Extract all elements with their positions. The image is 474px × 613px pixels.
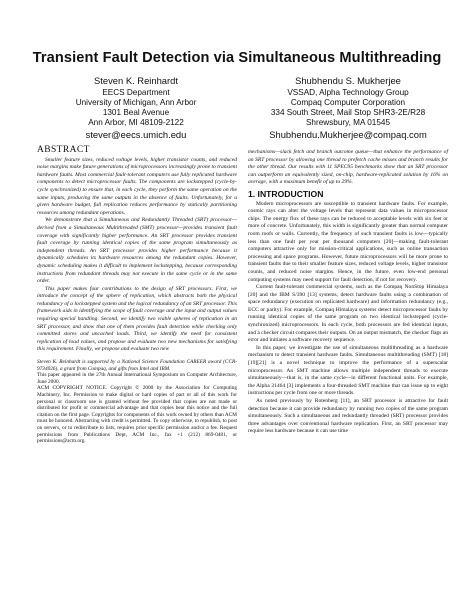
footnote-copyright: ACM COPYRIGHT NOTICE. Copyright © 2000 by the Association for Computing Machinery, Inc. Permission to make digital or hard copies of part or all of this work for personal or classroom use is granted without fee provided that copies are not made or distributed for profit or commercial advantage and that copies bear this notice and the full citation on the first page. Copyrights for components of this work owned by others than ACM must be honored. Abstracting with credit is permitted. To copy otherwise, to republish, to post on servers, or to redistribute to lists, requires prior specific permission and/or a fee. Request permissions from Publications Dept, ACM Inc., fax +1 (212) 869-0481, or permissions@acm.org. bbox=[37, 385, 237, 445]
author-affiliation-line: University of Michigan, Ann Arbor bbox=[75, 98, 197, 108]
author-affiliation-line: Shrewsbury, MA 01545 bbox=[305, 118, 391, 128]
footnote-block bbox=[37, 359, 237, 445]
author-name: Shubhendu S. Mukherjee bbox=[295, 75, 401, 86]
abstract-continuation: mechanisms—slack fetch and branch outcome queue—that enhance the performance of an SRT processor by allowing one thread to prefetch cache misses and branch results for the other thread. Our results with 11 SPEC95 benchmarks show that an SRT processor can outperform an equivalently sized, on-chip, hardware-replicated solution by 16% on average, with a maximum benefit of up to 29%. bbox=[248, 149, 448, 186]
paper-title: Transient Fault Detection via Simultaneous Multithreading bbox=[32, 50, 442, 66]
body-paragraph: Current fault-tolerant commercial systems, such as the Compaq NonStop Himalaya [20] and the IBM S/390 [13] systems, detect hardware faults using a combination of space redundancy (execution on replicated hardware) and information redundancy (e.g., ECC or parity). For example, Compaq Himalaya systems detect microprocessor faults by running identical copies of the same program on two identical lockstepped (cycle-synchronized) microprocessors. In each cycle, both processors are fed identical inputs, and a checker circuit compares their outputs. On an output mismatch, the checker flags an error and initiates a software recovery sequence. bbox=[248, 284, 448, 344]
footnote-funding: Steven K. Reinhardt is supported by a National Science Foundation CAREER award (CCR-9734026), a grant from Compaq, and gifts from Intel and IBM. bbox=[37, 359, 237, 372]
author-affiliation-line: VSSAD, Alpha Technology Group bbox=[287, 88, 409, 98]
author-block-reinhardt bbox=[36, 76, 236, 141]
abstract-paragraph: This paper makes four contributions to the design of SRT processors. First, we introduce the concept of the sphere of replication, which abstracts both the physical redundancy of a lockstepped system and the logical redundancy of an SRT processor. This framework aids in identifying the scope of fault coverage and the input and output values requiring special handling. Second, we identify two viable spheres of replication in an SRT processor, and show that one of them provides fault detection while checking only committed stores and uncached loads. Third, we identify the need for consistent replication of load values, and propose and evaluate two new mechanisms for satisfying this requirement. Finally, we propose and evaluate two new bbox=[37, 285, 237, 353]
abstract-heading: ABSTRACT bbox=[37, 145, 90, 155]
abstract-paragraph: Smaller feature sizes, reduced voltage levels, higher transistor counts, and reduced noise margins make future generations of microprocessors increasingly prone to transient hardware faults. Most commercial fault-tolerant computers use fully replicated hardware components to detect microprocessor faults. The components are lockstepped (cycle-by-cycle synchronized) to ensure that, in each cycle, they perform the same operation on the same inputs, producing the same outputs in the absence of faults. Unfortunately, for a given hardware budget, full replication reduces performance by statically partitioning resources among redundant operations. bbox=[37, 156, 237, 216]
author-email: stever@eecs.umich.edu bbox=[85, 129, 187, 141]
abstract-body bbox=[37, 157, 237, 354]
abstract-paragraph: We demonstrate that a Simultaneous and Redundantly Threaded (SRT) processor—derived from a Simultaneous Multithreaded (SMT) processor—provides transient fault coverage with significantly higher performance. An SRT processor provides transient fault coverage by running identical copies of the same program simultaneously as independent threads. An SRT processor provides higher performance because it dynamically schedules its hardware resources among the redundant copies. However, dynamic scheduling makes it difficult to implement lockstepping, because corresponding instructions from redundant threads may not execute in the same cycle or in the same order. bbox=[37, 217, 237, 285]
body-paragraph: Modern microprocessors are susceptible to transient hardware faults. For example, cosmic rays can alter the voltage levels that represent data values in microprocessor chips. The energy flux of these rays can be reduced to acceptable levels with six feet or more of concrete. Unfortunately, this width is significantly greater than normal computer room roofs or walls. Currently, the frequency of such transient faults is low—typically less than one fault per year per thousand computers [20]—making fault-tolerant computers attractive only for mission-critical applications, such as online transaction processing and space programs. However, future microprocessors will be more prone to transient faults due to their smaller feature sizes, reduced voltage levels, higher transistor counts, and reduced noise margins. Hence, in the future, even low-end personal computing systems may need support for fault detection, if not for recovery. bbox=[248, 200, 448, 283]
author-block-mukherjee bbox=[248, 76, 448, 141]
author-affiliation-line: 334 South Street, Mail Stop SHR3-2E/R28 bbox=[270, 108, 426, 118]
author-affiliation-line: EECS Department bbox=[102, 88, 170, 98]
abstract-continuation-block bbox=[248, 149, 448, 187]
left-column bbox=[37, 147, 237, 445]
body-paragraph: As noted previously by Rotenberg [11], an SRT processor is attractive for fault detection because it can provide redundancy by running two copies of the same program simultaneously. Such a simultaneous and redundantly threaded (SRT) processor provides three advantages over conventional hardware replication. First, an SRT processor may require less hardware because it can use time bbox=[248, 398, 448, 435]
introduction-body bbox=[248, 201, 448, 436]
author-email: Shubhendu.Mukherjee@compaq.com bbox=[269, 129, 427, 141]
section-heading-introduction: 1. INTRODUCTION bbox=[248, 188, 324, 199]
author-affiliation-line: Ann Arbor, MI 48109-2122 bbox=[88, 118, 184, 128]
right-column bbox=[248, 149, 448, 436]
body-paragraph: In this paper, we investigate the use of simultaneous multithreading as a hardware mechanism to detect transient hardware faults. Simultaneous multithreading (SMT) [18][19][21] is a novel technique to improve the performance of a superscalar microprocessor. An SMT machine allows multiple independent threads to execute simultaneously—that is, in the same cycle—in different functional units. For example, the Alpha 21464 [3] implements a four-threaded SMT machine that can issue up to eight instructions per cycle from one or more threads. bbox=[248, 344, 448, 397]
author-name: Steven K. Reinhardt bbox=[94, 75, 178, 86]
author-affiliation-line: 1301 Beal Avenue bbox=[102, 108, 170, 118]
author-affiliation-line: Compaq Computer Corporation bbox=[290, 98, 406, 108]
footnote-venue: This paper appeared in the 27th Annual International Symposium on Computer Architecture, June 2000. bbox=[37, 372, 237, 385]
